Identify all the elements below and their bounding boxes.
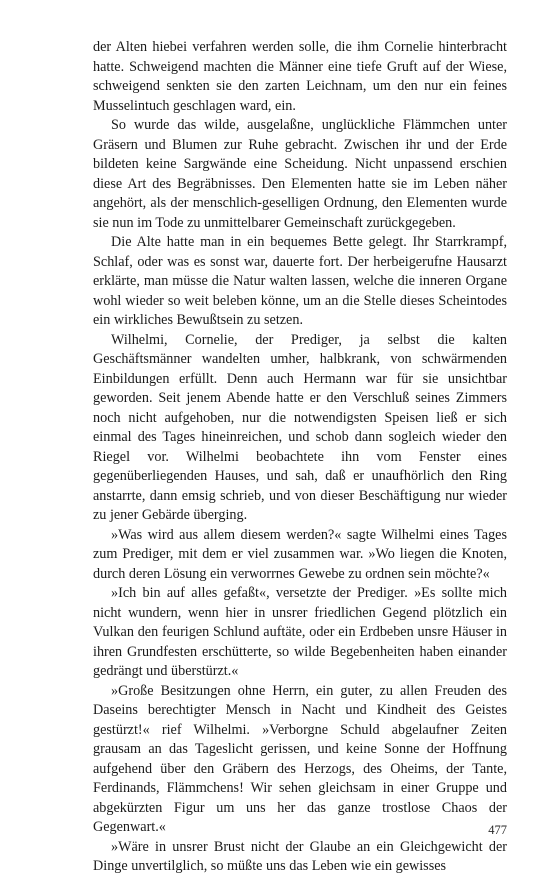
paragraph-2: So wurde das wilde, ausgelaßne, unglückliche Flämmchen unter Gräsern und Blumen zur Ruhe gebracht. Zwischen ihr und der Erde bildeten keine Sargwände eine Scheidung. Nicht unpassend erschien diese Art des Begräbnisses. Den Elementen hatte sie im Leben näher angehört, als der menschlich-geselligen Ordnung, den Elementen wurde sie nun im Tode zu unmittelbarer Gemeinschaft zurückgegeben. — [93, 117, 507, 231]
page-number: 477 — [488, 823, 507, 837]
page-body — [93, 38, 507, 877]
paragraph-5: »Was wird aus allem diesem werden?« sagte Wilhelmi eines Tages zum Prediger, mit dem er viel zusammen war. »Wo liegen die Knoten, durch deren Lösung ein verworrnes Gewebe zu ordnen sein möchte?« — [93, 526, 507, 582]
paragraph-6: »Ich bin auf alles gefaßt«, versetzte der Prediger. »Es sollte mich nicht wundern, wenn hier in unsrer friedlichen Gegend plötzlich ein Vulkan den feurigen Schlund auftäte, oder ein Erdbeben unsre Häuser in ihren Grundfesten erschütterte, so wilde Begebenheiten haben einander gedrängt und überstürzt.« — [93, 585, 507, 679]
paragraph-3: Die Alte hatte man in ein bequemes Bette gelegt. Ihr Starrkrampf, Schlaf, oder was es sonst war, dauerte fort. Der herbeigerufne Hausarzt erklärte, man müsse die Natur walten lassen, welche die inneren Organe wohl wieder so weit beleben könne, um an die Stelle dieses Scheintodes ein wirkliches Bewußtsein zu setzen. — [93, 234, 507, 328]
paragraph-8: »Wäre in unsrer Brust nicht der Glaube an ein Gleichgewicht der Dinge unvertilglich, so müßte uns das Leben wie ein gewisses — [93, 838, 507, 874]
paragraph-4: Wilhelmi, Cornelie, der Prediger, ja selbst die kalten Geschäftsmänner wandelten umher, halbkrank, von schwärmenden Einbildungen erfüllt. Denn auch Hermann war für sie unsichtbar geworden. Seit jenem Abende hatte er den Verschluß seines Zimmers noch nicht aufgehoben, nur die notwendigsten Speisen ließ er sich einmal des Tages hineinreichen, und schob dann sogleich wieder den Riegel vor. Wilhelmi beobachtete ihn vom Fenster eines gegenüberliegenden Hauses, und sah, daß er unaufhörlich den Ring anstarrte, dann emsig schrieb, und von dieser Beschäftigung nur wieder zu jener Gebärde überging. — [93, 331, 507, 523]
paragraph-7: »Große Besitzungen ohne Herrn, ein guter, zu allen Freuden des Daseins berechtigter Mensch in Nacht und Kindheit des Geistes gestürzt!« rief Wilhelmi. »Verborgne Schuld abgelaufner Zeiten grausam an das Tageslicht gerissen, und keine Sonne der Hoffnung aufgehend über den Gräbern des Herzogs, des Oheims, der Tante, Ferdinands, Flämmchens! Wir sehen gleichsam in einer Gruppe und abgekürzten Figur um uns her das ganze trostlose Chaos der Gegenwart.« — [93, 682, 507, 835]
paragraph-1: der Alten hiebei verfahren werden solle, die ihm Cornelie hinterbracht hatte. Schweigend machten die Männer eine tiefe Gruft auf der Wiese, schweigend senkten sie den zarten Leichnam, um den nur ein feines Musselintuch geschlagen ward, ein. — [93, 39, 507, 114]
